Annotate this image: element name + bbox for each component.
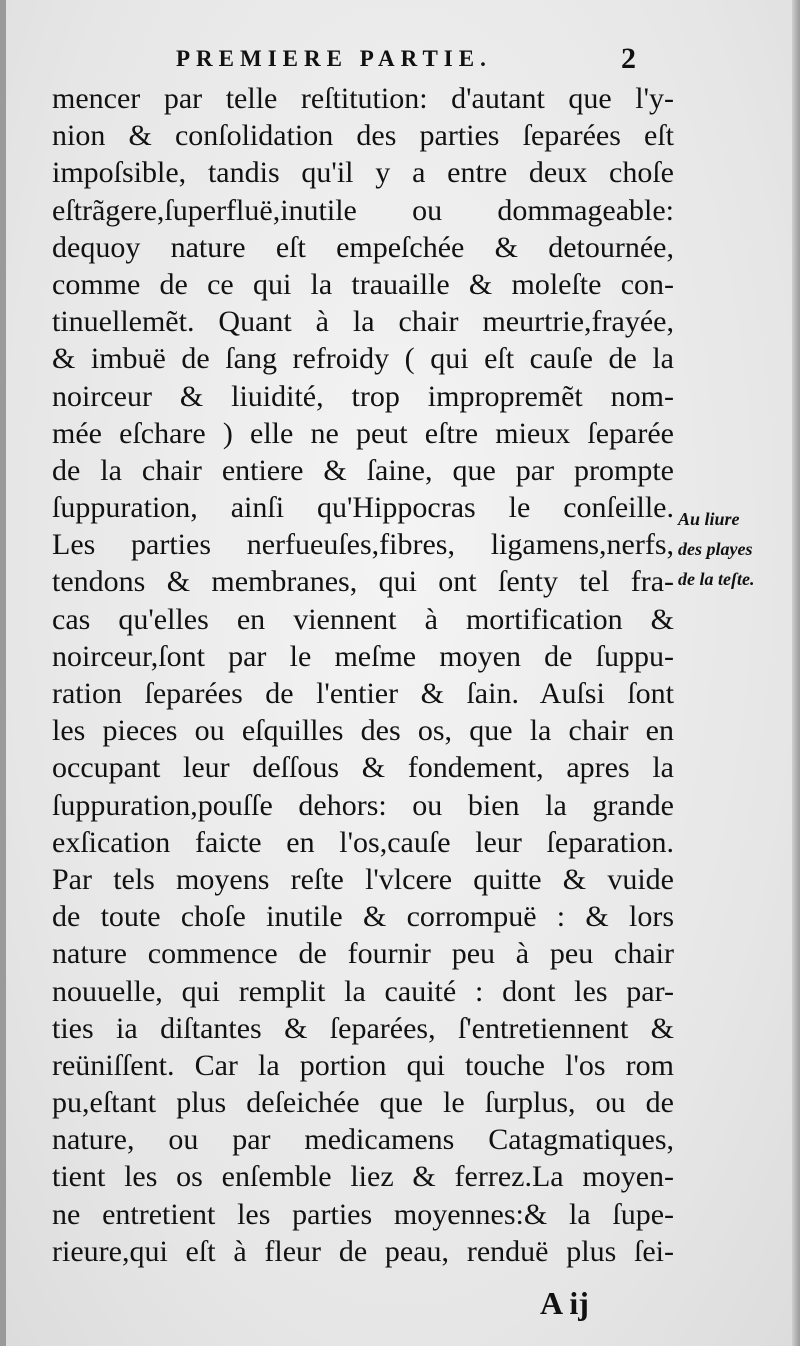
text-line: rieure,qui eſt à fleur de peau, renduë plus ſei- (52, 1234, 674, 1268)
text-line: & imbuë de ſang refroidy ( qui eſt cauſe de la (52, 342, 674, 376)
marginal-note-line: de la teſte. (678, 569, 755, 589)
text-line: dequoy nature eſt empeſchée & detournée, (52, 230, 674, 264)
text-line: occupant leur deſſous & fondement, apres la (52, 751, 674, 785)
text-line: Les parties nerfueuſes,fibres, ligamens,nerfs, (52, 528, 674, 562)
text-line: ſuppuration,pouſſe dehors: ou bien la grande (52, 788, 674, 822)
text-line: eſtrãgere,ſuperfluë,inutile ou dommageable: (52, 193, 674, 227)
text-line: ſuppuration, ainſi qu'Hippocras le conſeille. (52, 491, 674, 525)
marginal-note (678, 504, 788, 594)
text-line: reüniſſent. Car la portion qui touche l'os rom (52, 1048, 674, 1082)
text-line: tendons & membranes, qui ont ſenty tel fra- (52, 565, 674, 599)
text-line: de la chair entiere & ſaine, que par prompte (52, 453, 674, 487)
text-line: ration ſeparées de l'entier & ſain. Auſsi ſont (52, 677, 674, 710)
body-text (52, 80, 674, 1270)
running-title: PREMIERE PARTIE. (176, 46, 492, 71)
marginal-note-line: Au liure (678, 509, 740, 529)
text-line: tient les os enſemble liez & ferrez.La moyen- (52, 1160, 674, 1194)
text-line: exſication faicte en l'os,cauſe leur ſeparation. (52, 825, 674, 859)
page-edge (792, 0, 800, 1346)
text-line: noirceur,ſont par le meſme moyen de ſuppu- (52, 639, 674, 673)
text-line: de toute choſe inutile & corrompuë : & lors (52, 900, 674, 934)
text-line: cas qu'elles en viennent à mortification & (52, 602, 674, 636)
text-line: pu,eſtant plus deſeichée que le ſurplus, ou de (52, 1086, 674, 1120)
text-line: nature commence de fournir peu à peu chair (52, 937, 674, 971)
text-line: Par tels moyens reſte l'vlcere quitte & vuide (52, 862, 674, 896)
text-line: ne entretient les parties moyennes:& la ſupe- (52, 1197, 674, 1231)
page-header (176, 42, 636, 82)
text-line: ties ia diſtantes & ſeparées, ſ'entretiennent & (52, 1011, 674, 1045)
text-line: nature, ou par medicamens Catagmatiques, (52, 1123, 674, 1157)
marginal-note-line: des playes (678, 539, 753, 559)
text-line: comme de ce qui la trauaille & moleſte con- (52, 267, 674, 301)
text-line: impoſsible, tandis qu'il y a entre deux choſe (52, 156, 674, 190)
book-page (6, 0, 796, 1346)
text-line: nion & conſolidation des parties ſeparées eſt (52, 119, 674, 153)
text-line: mencer par telle reſtitution: d'autant que l'y- (52, 82, 674, 115)
text-line: mée eſchare ) elle ne peut eſtre mieux ſeparée (52, 416, 674, 450)
text-line: nouuelle, qui remplit la cauité : dont les par- (52, 974, 674, 1008)
page-number: 2 (621, 42, 636, 75)
signature-mark: A ij (540, 1285, 589, 1321)
text-line: tinuellemẽt. Quant à la chair meurtrie,frayée, (52, 305, 674, 339)
text-line: les pieces ou eſquilles des os, que la chair en (52, 714, 674, 748)
text-line: noirceur & liuidité, trop impropremẽt nom- (52, 379, 674, 413)
